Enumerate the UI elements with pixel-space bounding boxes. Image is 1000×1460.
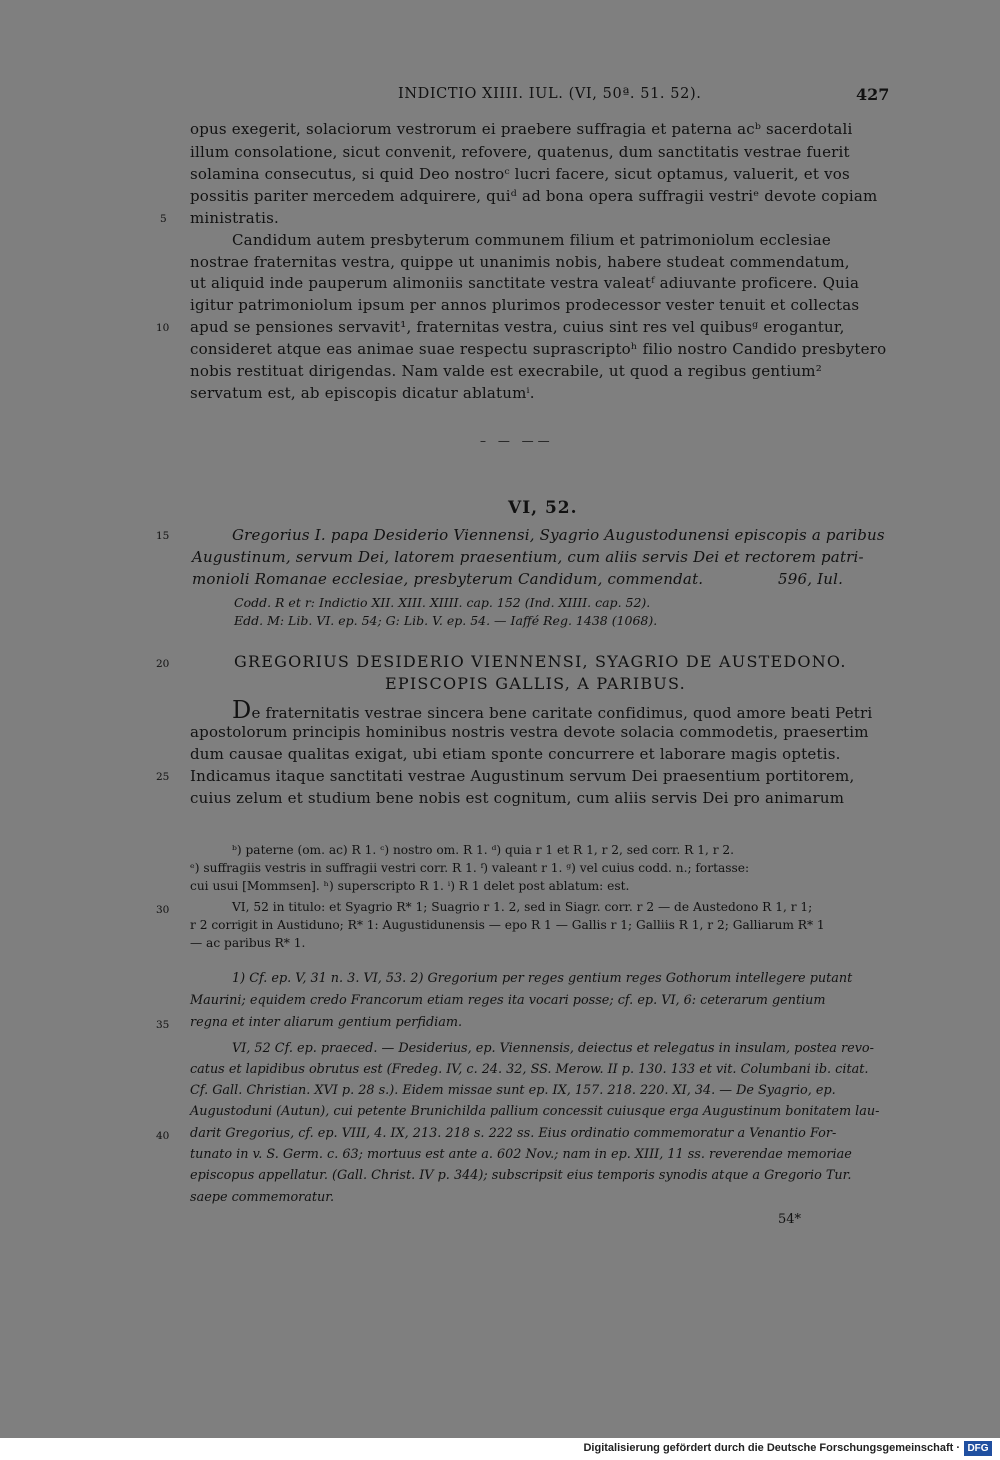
note-line: darit Gregorius, cf. ep. VIII, 4. IX, 213. 218 s. 222 ss. Eius ordinatio commemoratur a Venantio For- [190,1126,837,1141]
signature-mark: 54* [778,1212,802,1227]
editions-line: Edd. M: Lib. VI. ep. 54; G: Lib. V. ep. 54. — Iaffé Reg. 1438 (1068). [234,613,658,628]
codices-line: Codd. R et r: Indictio XII. XIII. XIIII. cap. 152 (Ind. XIIII. cap. 52). [234,595,651,610]
text-line: apostolorum principis hominibus nostris vestra devote solacia commodetis, praesertim [190,723,869,741]
text-line: dum causae qualitas exigat, ubi etiam sponte concurrere et laborare magis optetis. [190,745,841,763]
note-line: 1) Cf. ep. V, 31 n. 3. VI, 53. 2) Gregorium per reges gentium reges Gothorum intellegere putant [232,971,853,986]
note-line: catus et lapidibus obrutus est (Fredeg. IV, c. 24. 32, SS. Merow. II p. 130. 133 et vit. Columbani ib. citat. [190,1062,869,1077]
text-line: consideret atque eas animae suae respectu suprascriptoʰ filio nostro Candido presbytero [190,340,887,358]
digitization-footer [0,1438,1000,1460]
line-number: 5 [160,213,167,225]
running-title: INDICTIO XIIII. IUL. (VI, 50ª. 51. 52). [398,86,702,102]
section-separator: – — —— [480,434,554,448]
text-line: nobis restituat dirigendas. Nam valde est execrabile, ut quod a regibus gentium² [190,362,822,380]
line-number: 35 [156,1019,170,1031]
address-line: GREGORIUS DESIDERIO VIENNENSI, SYAGRIO DE AUSTEDONO. [234,652,847,671]
text-line: Candidum autem presbyterum communem filium et patrimoniolum ecclesiae [232,231,831,249]
note-line: saepe commemoratur. [190,1190,335,1205]
text-line: opus exegerit, solaciorum vestrorum ei praebere suffragia et paterna acᵇ sacerdotali [190,120,853,138]
dfg-logo-icon: DFG [964,1441,992,1456]
apparatus-line: ᵉ) suffragiis vestris in suffragii vestri corr. R 1. ᶠ) valeant r 1. ᵍ) vel cuius codd. n.; fortasse: [190,861,750,875]
note-line: tunato in v. S. Germ. c. 63; mortuus est ante a. 602 Nov.; nam in ep. XIII, 11 ss. reverendae memoriae [190,1147,852,1162]
text-line: servatum est, ab episcopis dicatur ablatumⁱ. [190,384,535,402]
apparatus-line: — ac paribus R* 1. [190,936,306,950]
apparatus-line: ᵇ) paterne (om. ac) R 1. ᶜ) nostro om. R 1. ᵈ) quia r 1 et R 1, r 2, sed corr. R 1, r 2. [232,843,735,857]
note-line: regna et inter aliarum gentium perfidiam. [190,1015,463,1030]
text-line: apud se pensiones servavit¹, fraternitas vestra, cuius sint res vel quibusᵍ erogantur, [190,318,845,336]
summary-date: 596, Iul. [778,570,844,588]
text-line: cuius zelum et studium bene nobis est cognitum, cum aliis servis Dei pro animarum [190,789,845,807]
line-number: 10 [156,322,170,334]
note-line: Cf. Gall. Christian. XVI p. 28 s.). Eidem missae sunt ep. IX, 157. 218. 220. XI, 34. — De Syagrio, ep. [190,1083,836,1098]
text-line: Indicamus itaque sanctitati vestrae Augustinum servum Dei praesentium portitorem, [190,767,855,785]
apparatus-line: cui usui [Mommsen]. ʰ) superscripto R 1. ⁱ) R 1 delet post ablatum: est. [190,879,630,893]
text-line: nostrae fraternitas vestra, quippe ut unanimis nobis, habere studeat commendatum, [190,253,850,271]
line-number: 40 [156,1130,170,1142]
line-number: 25 [156,771,170,783]
line-number: 20 [156,658,170,670]
letter-first-line-text: e fraternitatis vestrae sincera bene caritate confidimus, quod amore beati Petri [251,704,873,722]
apparatus-line: r 2 corrigit in Austiduno; R* 1: Augustidunensis — epo R 1 — Gallis r 1; Galliis R 1, r 2; Galliarum R* 1 [190,918,825,932]
summary-line: Gregorius I. papa Desiderio Viennensi, Syagrio Augustodunensi episcopis a paribus [232,526,885,544]
line-number: 15 [156,530,170,542]
text-line: possitis pariter mercedem adquirere, quiᵈ ad bona opera suffragii vestriᵉ devote copiam [190,187,878,205]
letter-first-line [232,698,872,722]
note-line: episcopus appellatur. (Gall. Christ. IV p. 344); subscripsit eius temporis synodis atque a Gregorio Tur. [190,1168,852,1183]
text-line: solamina consecutus, si quid Deo nostroᶜ lucri facere, sicut optamus, valuerit, et vos [190,165,850,183]
summary-line: Augustinum, servum Dei, latorem praesentium, cum aliis servis Dei et rectorem patri- [192,548,864,566]
text-line: illum consolatione, sicut convenit, refovere, quatenus, dum sanctitatis vestrae fuerit [190,143,850,161]
summary-line: monioli Romanae ecclesiae, presbyterum Candidum, commendat. [192,570,704,588]
text-line: ministratis. [190,209,280,227]
address-line: EPISCOPIS GALLIS, A PARIBUS. [385,674,686,693]
apparatus-line: VI, 52 in titulo: et Syagrio R* 1; Suagrio r 1. 2, sed in Siagr. corr. r 2 — de Austedono R 1, r 1; [232,900,813,914]
page-number: 427 [856,85,890,104]
footer-credit: Digitalisierung gefördert durch die Deutsche Forschungsgemeinschaft · [583,1442,960,1454]
text-line: igitur patrimoniolum ipsum per annos plurimos prodecessor vester tenuit et collectas [190,296,860,314]
drop-cap: D [232,696,252,724]
note-line: Augustoduni (Autun), cui petente Brunichilda pallium concessit cuiusque erga Augustinum bonitatem lau- [190,1104,880,1119]
note-line: VI, 52 Cf. ep. praeced. — Desiderius, ep. Viennensis, deiectus et relegatus in insulam, postea revo- [232,1041,874,1056]
line-number: 30 [156,904,170,916]
letter-number: VI, 52. [508,498,578,518]
text-line: ut aliquid inde pauperum alimoniis sanctitate vestra valeatᶠ adiuvante proficere. Quia [190,274,860,292]
note-line: Maurini; equidem credo Francorum etiam reges ita vocari posse; cf. ep. VI, 6: ceterarum gentium [190,993,826,1008]
